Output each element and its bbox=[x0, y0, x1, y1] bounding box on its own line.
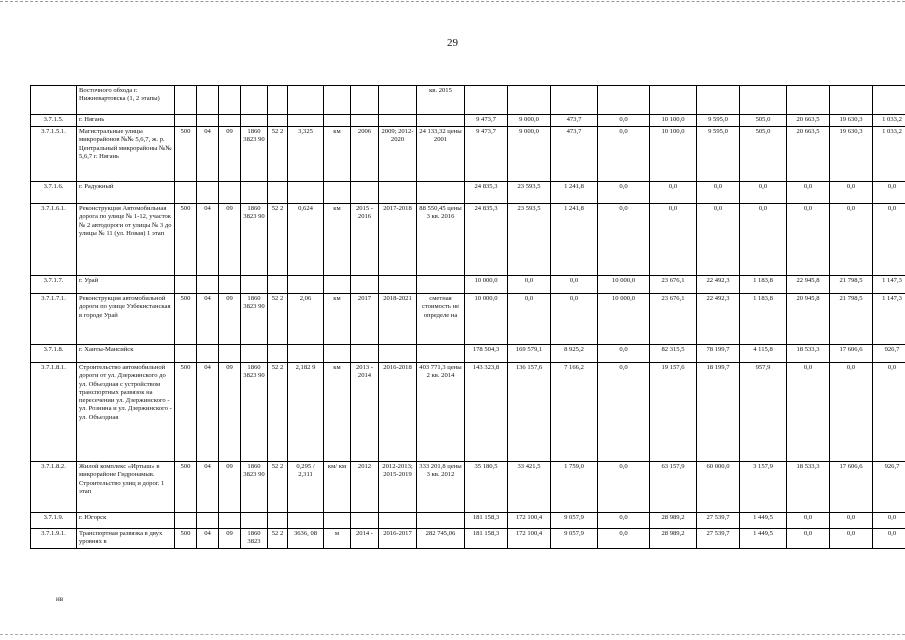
row-code-cell: 3.7.1.8.1. bbox=[31, 363, 77, 462]
table-cell: км/ км bbox=[324, 462, 351, 513]
table-cell: 0,0 bbox=[598, 182, 650, 204]
table-cell bbox=[268, 276, 288, 294]
table-cell: 505,0 bbox=[740, 115, 787, 127]
table-cell bbox=[268, 182, 288, 204]
row-code-cell: 3.7.1.6. bbox=[31, 182, 77, 204]
table-cell: 2015 - 2016 bbox=[351, 204, 379, 276]
table-cell: 0,295 / 2,311 bbox=[288, 462, 324, 513]
table-cell: 19 630,3 bbox=[830, 127, 873, 182]
table-cell: 18 533,3 bbox=[787, 345, 830, 363]
row-code-cell: 3.7.1.9.1. bbox=[31, 529, 77, 549]
table-cell: 0,0 bbox=[873, 204, 905, 276]
table-cell: 04 bbox=[197, 363, 219, 462]
row-code-cell: 3.7.1.5. bbox=[31, 115, 77, 127]
table-cell: 20 663,5 bbox=[787, 127, 830, 182]
table-cell bbox=[379, 182, 417, 204]
table-cell: 60 000,0 bbox=[697, 462, 740, 513]
table-cell: 10 100,0 bbox=[650, 127, 697, 182]
table-cell bbox=[379, 345, 417, 363]
table-cell bbox=[241, 115, 268, 127]
table-cell bbox=[268, 513, 288, 529]
table-cell: км bbox=[324, 294, 351, 345]
table-cell bbox=[324, 182, 351, 204]
table-cell: км bbox=[324, 127, 351, 182]
table-cell: 52 2 bbox=[268, 462, 288, 513]
table-cell: 0,0 bbox=[787, 182, 830, 204]
table-cell: 09 bbox=[219, 462, 241, 513]
table-cell: 78 199,7 bbox=[697, 345, 740, 363]
table-cell: 19 630,3 bbox=[830, 115, 873, 127]
table-cell: 24 835,3 bbox=[465, 182, 508, 204]
table-cell: 1 241,8 bbox=[551, 204, 598, 276]
table-cell bbox=[219, 182, 241, 204]
table-cell: кв. 2015 bbox=[417, 86, 465, 115]
table-cell: 403 771,3 цены 2 кв. 2014 bbox=[417, 363, 465, 462]
table-cell: 0,0 bbox=[551, 294, 598, 345]
table-cell bbox=[324, 345, 351, 363]
table-cell: 500 bbox=[175, 462, 197, 513]
table-cell: 2016-2017 bbox=[379, 529, 417, 549]
table-cell: 2,06 bbox=[288, 294, 324, 345]
table-cell bbox=[379, 86, 417, 115]
table-cell: 20 663,5 bbox=[787, 115, 830, 127]
table-cell: 19 157,6 bbox=[650, 363, 697, 462]
table-row bbox=[31, 363, 905, 462]
table-cell: 0,0 bbox=[830, 513, 873, 529]
row-name-cell: Реконструкция Автомобильная дорога по улице № 1-12, участок № 2 автодороги от улицы № 3 до улицы № 11 (ул. Новая) 1 этап bbox=[77, 204, 175, 276]
table-cell: 09 bbox=[219, 529, 241, 549]
table-cell: 1 033,2 bbox=[873, 127, 905, 182]
table-cell: 0,0 bbox=[598, 513, 650, 529]
table-cell: 172 100,4 bbox=[508, 529, 551, 549]
table-cell: 10 000,0 bbox=[465, 294, 508, 345]
table-cell bbox=[508, 86, 551, 115]
table-cell bbox=[417, 115, 465, 127]
table-cell: 143 323,8 bbox=[465, 363, 508, 462]
table-cell bbox=[379, 513, 417, 529]
table-cell: 9 057,9 bbox=[551, 529, 598, 549]
table-cell bbox=[324, 115, 351, 127]
table-cell: 24 133,32 цены 2001 bbox=[417, 127, 465, 182]
table-cell: 17 606,6 bbox=[830, 462, 873, 513]
table-cell: 2017-2018 bbox=[379, 204, 417, 276]
table-cell bbox=[288, 182, 324, 204]
table-cell: 0,624 bbox=[288, 204, 324, 276]
table-cell bbox=[197, 276, 219, 294]
table-cell: 21 798,5 bbox=[830, 276, 873, 294]
table-cell: 24 835,3 bbox=[465, 204, 508, 276]
table-cell: 0,0 bbox=[650, 204, 697, 276]
table-cell: 1 183,8 bbox=[740, 276, 787, 294]
row-name-cell: г. Ханты-Мансийск bbox=[77, 345, 175, 363]
table-cell bbox=[873, 86, 905, 115]
table-cell: 1860 3823 90 bbox=[241, 204, 268, 276]
table-cell: 33 421,5 bbox=[508, 462, 551, 513]
footer-note: нв bbox=[56, 595, 64, 603]
table-cell bbox=[175, 345, 197, 363]
table-cell: 500 bbox=[175, 529, 197, 549]
table-cell: 82 315,5 bbox=[650, 345, 697, 363]
table-cell: 9 473,7 bbox=[465, 115, 508, 127]
row-name-cell: Жилой комплекс «Иртыш» в микрорайоне Гидронамыв. Строительство улиц и дорог. 1 этап bbox=[77, 462, 175, 513]
table-cell bbox=[417, 345, 465, 363]
table-cell: 10 000,0 bbox=[598, 294, 650, 345]
table-cell: 500 bbox=[175, 127, 197, 182]
table-cell bbox=[417, 276, 465, 294]
table-cell: 0,0 bbox=[873, 182, 905, 204]
table-cell: 04 bbox=[197, 127, 219, 182]
table-cell bbox=[324, 513, 351, 529]
table-cell bbox=[175, 182, 197, 204]
table-cell bbox=[417, 513, 465, 529]
table-cell: 2,182 9 bbox=[288, 363, 324, 462]
table-cell bbox=[598, 86, 650, 115]
table-cell: 0,0 bbox=[740, 182, 787, 204]
table-cell: 3636, 08 bbox=[288, 529, 324, 549]
table-cell: 178 504,3 bbox=[465, 345, 508, 363]
table-cell: 957,9 bbox=[740, 363, 787, 462]
table-cell: 0,0 bbox=[598, 529, 650, 549]
table-row bbox=[31, 513, 905, 529]
table-row bbox=[31, 182, 905, 204]
table-cell bbox=[324, 276, 351, 294]
table-cell: 1860 3823 90 bbox=[241, 363, 268, 462]
row-name-cell: г. Урай bbox=[77, 276, 175, 294]
table-cell: 1 147,3 bbox=[873, 294, 905, 345]
table-cell: 52 2 bbox=[268, 294, 288, 345]
table-cell: 9 000,0 bbox=[508, 127, 551, 182]
table-cell: 04 bbox=[197, 294, 219, 345]
table-cell bbox=[351, 182, 379, 204]
table-cell bbox=[288, 115, 324, 127]
table-cell: 10 000,0 bbox=[465, 276, 508, 294]
table-cell: 1 449,5 bbox=[740, 529, 787, 549]
table-cell: 0,0 bbox=[697, 204, 740, 276]
table-cell bbox=[197, 86, 219, 115]
table-cell: 9 057,9 bbox=[551, 513, 598, 529]
table-cell bbox=[268, 86, 288, 115]
table-cell: 2016-2018 bbox=[379, 363, 417, 462]
table-cell bbox=[465, 86, 508, 115]
table-cell: 2018-2021 bbox=[379, 294, 417, 345]
table-cell bbox=[697, 86, 740, 115]
table-cell: 20 945,8 bbox=[787, 294, 830, 345]
table-cell: 04 bbox=[197, 462, 219, 513]
table-cell: 0,0 bbox=[830, 529, 873, 549]
table-cell: 2014 - bbox=[351, 529, 379, 549]
table-cell: 333 201,8 цены 3 кв. 2012 bbox=[417, 462, 465, 513]
table-cell: 9 595,0 bbox=[697, 127, 740, 182]
table-cell: 500 bbox=[175, 204, 197, 276]
table-cell bbox=[551, 86, 598, 115]
table-cell: 27 539,7 bbox=[697, 529, 740, 549]
row-name-cell: Реконструкция автомобильной дороги по улице Узбекистанская в городе Урай bbox=[77, 294, 175, 345]
table-cell: 23 676,1 bbox=[650, 294, 697, 345]
table-cell: 88 550,45 цены 3 кв. 2016 bbox=[417, 204, 465, 276]
table-cell: 22 492,3 bbox=[697, 276, 740, 294]
table-cell bbox=[219, 115, 241, 127]
table-cell bbox=[175, 513, 197, 529]
row-code-cell: 3.7.1.7. bbox=[31, 276, 77, 294]
row-name-cell: г. Радужный bbox=[77, 182, 175, 204]
table-cell: 0,0 bbox=[598, 115, 650, 127]
table-cell bbox=[650, 86, 697, 115]
table-cell: 9 473,7 bbox=[465, 127, 508, 182]
table-cell: 3 157,9 bbox=[740, 462, 787, 513]
table-cell: 0,0 bbox=[697, 182, 740, 204]
table-cell: 09 bbox=[219, 127, 241, 182]
table-cell: 0,0 bbox=[598, 127, 650, 182]
table-cell: 63 157,9 bbox=[650, 462, 697, 513]
table-cell: км bbox=[324, 363, 351, 462]
row-code-cell: 3.7.1.6.1. bbox=[31, 204, 77, 276]
table-row bbox=[31, 529, 905, 549]
table-cell bbox=[175, 115, 197, 127]
table-cell: 27 539,7 bbox=[697, 513, 740, 529]
table-cell bbox=[351, 86, 379, 115]
table-cell: 1 147,3 bbox=[873, 276, 905, 294]
table-cell: 0,0 bbox=[830, 363, 873, 462]
table-cell: 2006 bbox=[351, 127, 379, 182]
table-cell: 473,7 bbox=[551, 127, 598, 182]
table-cell bbox=[175, 86, 197, 115]
row-name-cell: Транспортная развязка в двух уровнях в bbox=[77, 529, 175, 549]
table-cell: 0,0 bbox=[598, 345, 650, 363]
table-cell: 1 241,8 bbox=[551, 182, 598, 204]
table-cell: 52 2 bbox=[268, 363, 288, 462]
row-code-cell: 3.7.1.8. bbox=[31, 345, 77, 363]
table-cell: 0,0 bbox=[551, 276, 598, 294]
table-cell: 23 676,1 bbox=[650, 276, 697, 294]
table-cell: 1860 3823 90 bbox=[241, 294, 268, 345]
table-cell: 10 100,0 bbox=[650, 115, 697, 127]
row-code-cell: 3.7.1.8.2. bbox=[31, 462, 77, 513]
table-cell bbox=[288, 345, 324, 363]
table-cell bbox=[351, 115, 379, 127]
table-cell: 2012 bbox=[351, 462, 379, 513]
table-cell bbox=[241, 276, 268, 294]
table-cell: 169 579,1 bbox=[508, 345, 551, 363]
table-cell: 21 798,5 bbox=[830, 294, 873, 345]
table-cell bbox=[268, 345, 288, 363]
table-cell bbox=[740, 86, 787, 115]
table-cell: 1860 3823 90 bbox=[241, 462, 268, 513]
row-code-cell: 3.7.1.7.1. bbox=[31, 294, 77, 345]
top-divider bbox=[0, 1, 905, 2]
table-cell bbox=[351, 276, 379, 294]
table-cell: 282 745,06 bbox=[417, 529, 465, 549]
row-name-cell: г. Югорск bbox=[77, 513, 175, 529]
table-cell: 1 759,0 bbox=[551, 462, 598, 513]
table-cell bbox=[219, 276, 241, 294]
table-cell: 8 925,2 bbox=[551, 345, 598, 363]
table-cell: 1 449,5 bbox=[740, 513, 787, 529]
table-cell: 2017 bbox=[351, 294, 379, 345]
table-cell: 04 bbox=[197, 529, 219, 549]
table-cell: 10 000,0 bbox=[598, 276, 650, 294]
table-cell: сметная стоимость не определе на bbox=[417, 294, 465, 345]
table-cell: 926,7 bbox=[873, 345, 905, 363]
table-cell: 0,0 bbox=[787, 363, 830, 462]
table-cell: 35 180,5 bbox=[465, 462, 508, 513]
table-cell: 181 158,3 bbox=[465, 513, 508, 529]
table-cell: 0,0 bbox=[650, 182, 697, 204]
table-cell: 1860 3823 90 bbox=[241, 127, 268, 182]
table-cell: м bbox=[324, 529, 351, 549]
table-cell bbox=[324, 86, 351, 115]
table-cell: 181 158,3 bbox=[465, 529, 508, 549]
table-cell: 0,0 bbox=[740, 204, 787, 276]
table-cell: 0,0 bbox=[787, 204, 830, 276]
table-row bbox=[31, 127, 905, 182]
data-table bbox=[30, 85, 905, 549]
table-row bbox=[31, 86, 905, 115]
table-cell bbox=[830, 86, 873, 115]
table-cell: 0,0 bbox=[787, 513, 830, 529]
table-cell bbox=[219, 513, 241, 529]
table-cell: 0,0 bbox=[508, 294, 551, 345]
table-cell: 23 593,5 bbox=[508, 204, 551, 276]
table-cell bbox=[379, 115, 417, 127]
table-cell: 136 157,6 bbox=[508, 363, 551, 462]
table-cell: 0,0 bbox=[598, 363, 650, 462]
table-cell: 1860 3823 bbox=[241, 529, 268, 549]
table-cell bbox=[379, 276, 417, 294]
table-cell: 52 2 bbox=[268, 127, 288, 182]
page-number: 29 bbox=[447, 37, 458, 49]
row-name-cell: Магистральные улицы микрорайонов №№ 5,6,7, ж. р. Центральный микрорайоны №№ 5,6,7 г. Нягань bbox=[77, 127, 175, 182]
table-cell bbox=[197, 115, 219, 127]
table-cell: 09 bbox=[219, 363, 241, 462]
table-cell bbox=[288, 276, 324, 294]
table-cell: 172 100,4 bbox=[508, 513, 551, 529]
row-name-cell: Строительство автомобильной дороги от ул. Дзержинского до ул. Объездная с устройством транспортных развязок на пересечении ул. Дзержинского - ул. Рознина и ул. Дзержинского - ул. Объездная bbox=[77, 363, 175, 462]
table-cell: 0,0 bbox=[873, 513, 905, 529]
table-cell bbox=[197, 513, 219, 529]
table-cell: 18 533,3 bbox=[787, 462, 830, 513]
table-cell: 500 bbox=[175, 294, 197, 345]
table-cell bbox=[241, 513, 268, 529]
table-cell: 1 183,8 bbox=[740, 294, 787, 345]
table-cell: 52 2 bbox=[268, 529, 288, 549]
table-cell: 4 115,8 bbox=[740, 345, 787, 363]
row-code-cell bbox=[31, 86, 77, 115]
table-cell: 0,0 bbox=[787, 529, 830, 549]
table-cell: 04 bbox=[197, 204, 219, 276]
table-cell: 28 989,2 bbox=[650, 513, 697, 529]
table-cell: 22 492,3 bbox=[697, 294, 740, 345]
table-cell: 0,0 bbox=[598, 204, 650, 276]
table-row bbox=[31, 462, 905, 513]
table-cell bbox=[175, 276, 197, 294]
table-cell: 505,0 bbox=[740, 127, 787, 182]
table-cell: 7 166,2 bbox=[551, 363, 598, 462]
table-cell: 0,0 bbox=[598, 462, 650, 513]
table-cell bbox=[197, 345, 219, 363]
table-cell: 23 593,5 bbox=[508, 182, 551, 204]
table-cell bbox=[219, 86, 241, 115]
table-cell: 0,0 bbox=[830, 182, 873, 204]
table-cell: 9 000,0 bbox=[508, 115, 551, 127]
table-cell: 2013 - 2014 bbox=[351, 363, 379, 462]
table-cell bbox=[241, 86, 268, 115]
table-cell: 52 2 bbox=[268, 204, 288, 276]
table-row bbox=[31, 115, 905, 127]
table-cell bbox=[351, 345, 379, 363]
table-row bbox=[31, 294, 905, 345]
table-cell bbox=[241, 345, 268, 363]
bottom-divider bbox=[0, 634, 905, 635]
table-row bbox=[31, 345, 905, 363]
table-cell bbox=[288, 86, 324, 115]
table-cell bbox=[268, 115, 288, 127]
table-cell: 0,0 bbox=[508, 276, 551, 294]
table-row bbox=[31, 276, 905, 294]
row-code-cell: 3.7.1.5.1. bbox=[31, 127, 77, 182]
table-cell: 18 199,7 bbox=[697, 363, 740, 462]
table-cell: 2012-2013; 2015-2019 bbox=[379, 462, 417, 513]
table-cell bbox=[197, 182, 219, 204]
row-code-cell: 3.7.1.9. bbox=[31, 513, 77, 529]
table-cell: 17 606,6 bbox=[830, 345, 873, 363]
row-name-cell: г. Нягань bbox=[77, 115, 175, 127]
table-cell bbox=[351, 513, 379, 529]
table-cell: 09 bbox=[219, 294, 241, 345]
table-cell: 28 989,2 bbox=[650, 529, 697, 549]
table-cell bbox=[241, 182, 268, 204]
table-cell: 9 595,0 bbox=[697, 115, 740, 127]
table-row bbox=[31, 204, 905, 276]
table-cell: 0,0 bbox=[830, 204, 873, 276]
row-name-cell: Восточного обхода г. Нижневартовска (1, 2 этапы) bbox=[77, 86, 175, 115]
table-cell: км bbox=[324, 204, 351, 276]
table-cell: 0,0 bbox=[873, 363, 905, 462]
table-cell bbox=[219, 345, 241, 363]
table-cell: 926,7 bbox=[873, 462, 905, 513]
table-cell: 1 033,2 bbox=[873, 115, 905, 127]
table-cell: 3,325 bbox=[288, 127, 324, 182]
table-cell: 0,0 bbox=[873, 529, 905, 549]
table-cell: 2009; 2012-2020 bbox=[379, 127, 417, 182]
table-cell: 22 945,8 bbox=[787, 276, 830, 294]
table-cell bbox=[288, 513, 324, 529]
table-cell: 500 bbox=[175, 363, 197, 462]
table-cell bbox=[417, 182, 465, 204]
table-cell: 09 bbox=[219, 204, 241, 276]
table-cell bbox=[787, 86, 830, 115]
table-cell: 473,7 bbox=[551, 115, 598, 127]
